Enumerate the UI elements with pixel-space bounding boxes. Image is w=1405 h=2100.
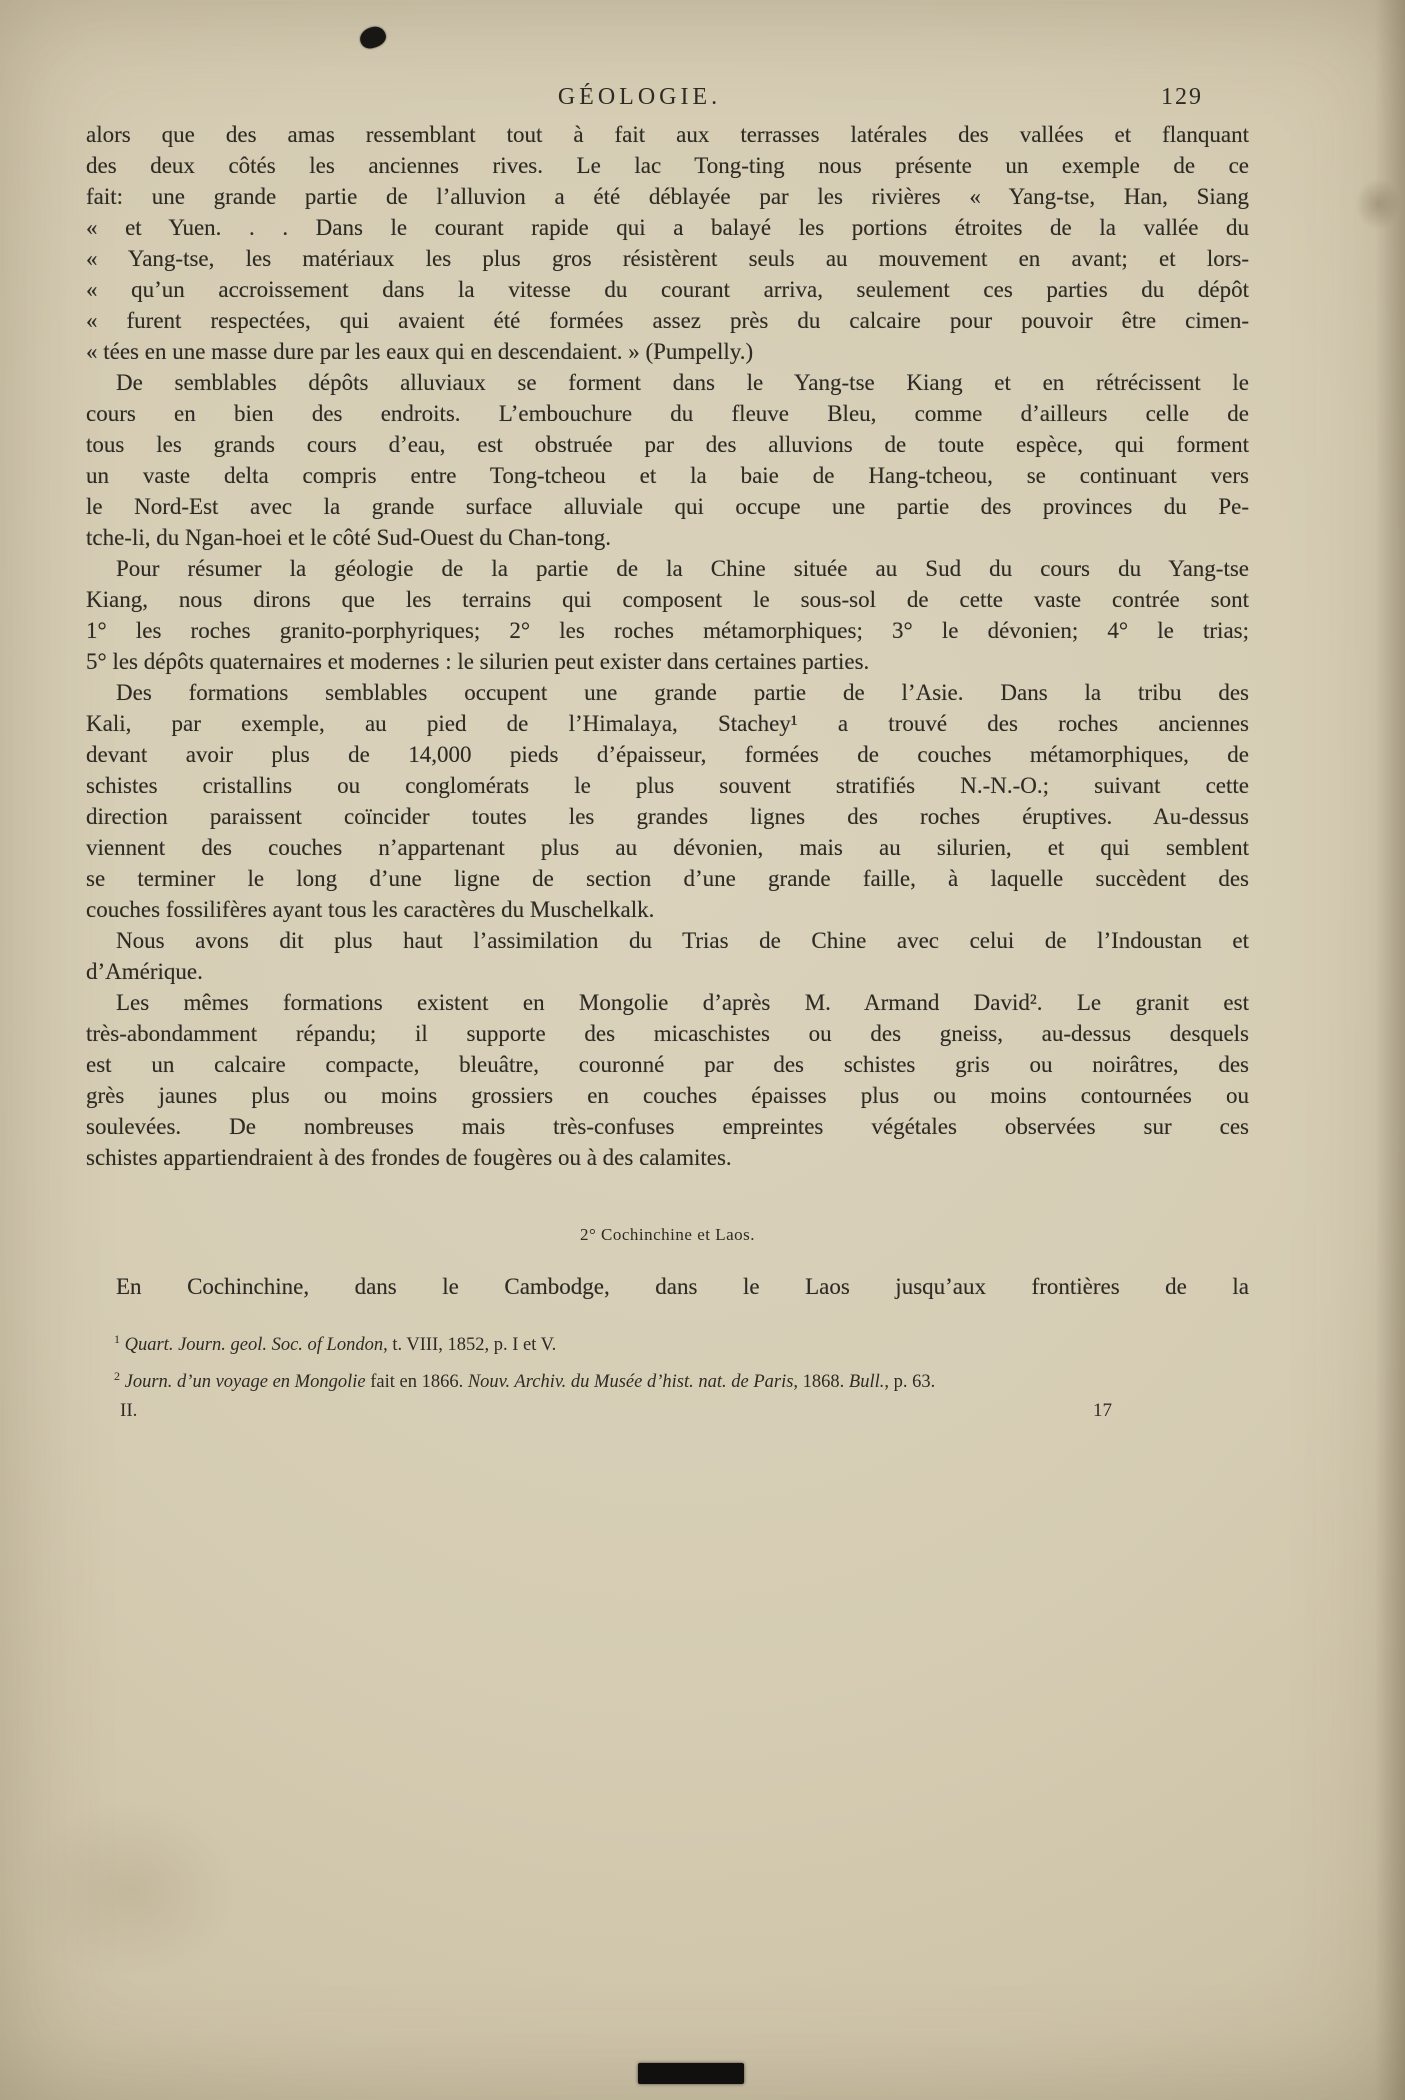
body-text — [86, 119, 1249, 1173]
page-header — [86, 84, 1249, 118]
page-number: 129 — [1161, 84, 1203, 110]
paragraph — [86, 553, 1249, 677]
section-text — [86, 1271, 1249, 1302]
paper-stain — [20, 1800, 240, 1980]
text-line: très-abondamment répandu; il supporte des micaschistes ou des gneiss, au-dessus desquels — [86, 1021, 1249, 1046]
page-footer — [86, 1400, 1249, 1426]
text-line: tche-li, du Ngan-hoei et le côté Sud-Ouest du Chan-tong. — [86, 525, 612, 550]
text-line: « furent respectées, qui avaient été formées assez près du calcaire pour pouvoir être cimen- — [86, 308, 1249, 333]
text-line: cours en bien des endroits. L’embouchure du fleuve Bleu, comme d’ailleurs celle de — [86, 401, 1249, 426]
text-line: se terminer le long d’une ligne de section d’une grande faille, à laquelle succèdent des — [86, 866, 1249, 891]
text-line: schistes appartiendraient à des frondes de fougères ou à des calamites. — [86, 1145, 732, 1170]
paragraph — [86, 367, 1249, 553]
footer-signature: II. — [120, 1400, 138, 1422]
paragraph — [86, 1271, 1249, 1302]
text-line: le Nord-Est avec la grande surface alluviale qui occupe une partie des provinces du Pe- — [86, 494, 1249, 519]
footnote-text: fait en 1866. — [365, 1372, 468, 1393]
footnote-text: Quart. Journ. geol. Soc. of London — [124, 1335, 384, 1356]
footnote-marker: 1 — [114, 1332, 120, 1346]
text-line: En Cochinchine, dans le Cambodge, dans le Laos jusqu’aux frontières de la — [116, 1274, 1249, 1299]
text-line: Les mêmes formations existent en Mongolie d’après M. Armand David². Le granit est — [116, 990, 1249, 1015]
text-line: « et Yuen. . . Dans le courant rapide qui a balayé les portions étroites de la vallée du — [86, 215, 1249, 240]
paragraph — [86, 677, 1249, 925]
text-block — [86, 84, 1249, 1426]
footnote-text: Journ. d’un voyage en Mongolie — [124, 1372, 366, 1393]
footnotes — [86, 1324, 1249, 1398]
text-line: des deux côtés les anciennes rives. Le lac Tong-ting nous présente un exemple de ce — [86, 153, 1249, 178]
text-line: un vaste delta compris entre Tong-tcheou et la baie de Hang-tcheou, se continuant vers — [86, 463, 1249, 488]
footnote-text: Nouv. Archiv. du Musée d’hist. nat. de Paris — [467, 1372, 794, 1393]
text-line: « qu’un accroissement dans la vitesse du courant arriva, seulement ces parties du dépôt — [86, 277, 1249, 302]
text-line: viennent des couches n’appartenant plus au dévonien, mais au silurien, et qui semblent — [86, 835, 1249, 860]
text-line: schistes cristallins ou conglomérats le plus souvent stratifiés N.-N.-O.; suivant cette — [86, 773, 1249, 798]
text-line: tous les grands cours d’eau, est obstruée par des alluvions de toute espèce, qui forment — [86, 432, 1249, 457]
text-line: « Yang-tse, les matériaux les plus gros résistèrent seuls au mouvement en avant; et lors- — [86, 246, 1249, 271]
footnote-text: , p. 63. — [884, 1372, 936, 1393]
text-line: direction paraissent coïncider toutes les grandes lignes des roches éruptives. Au-dessus — [86, 804, 1249, 829]
text-line: d’Amérique. — [86, 959, 203, 984]
paragraph — [86, 119, 1249, 367]
footer-page-mark: 17 — [1093, 1400, 1112, 1422]
text-line: est un calcaire compacte, bleuâtre, couronné par des schistes gris ou noirâtres, des — [86, 1052, 1249, 1077]
text-line: Des formations semblables occupent une grande partie de l’Asie. Dans la tribu des — [116, 680, 1249, 705]
footnote — [114, 1361, 1249, 1398]
text-line: Kiang, nous dirons que les terrains qui composent le sous-sol de cette vaste contrée sont — [86, 587, 1249, 612]
footnote-text: , 1868. — [793, 1372, 849, 1393]
text-line: alors que des amas ressemblant tout à fait aux terrasses latérales des vallées et flanquant — [86, 122, 1249, 147]
ink-mark-bottom — [638, 2063, 744, 2084]
text-line: Pour résumer la géologie de la partie de la Chine située au Sud du cours du Yang-tse — [116, 556, 1249, 581]
text-line: soulevées. De nombreuses mais très-confuses empreintes végétales observées sur ces — [86, 1114, 1249, 1139]
section-heading: 2° Cochinchine et Laos. — [579, 1225, 756, 1244]
text-line: Kali, par exemple, au pied de l’Himalaya, Stachey¹ a trouvé des roches anciennes — [86, 711, 1249, 736]
text-line: De semblables dépôts alluviaux se forment dans le Yang-tse Kiang et en rétrécissent le — [116, 370, 1249, 395]
text-line: Nous avons dit plus haut l’assimilation du Trias de Chine avec celui de l’Indoustan et — [116, 928, 1249, 953]
paragraph — [86, 925, 1249, 987]
text-line: couches fossilifères ayant tous les caractères du Muschelkalk. — [86, 897, 655, 922]
paragraph — [86, 987, 1249, 1173]
text-line: 5° les dépôts quaternaires et modernes : le silurien peut exister dans certaines parties. — [86, 649, 870, 674]
footnote — [114, 1324, 1249, 1361]
page-title: GÉOLOGIE. — [557, 84, 722, 110]
text-line: « tées en une masse dure par les eaux qui en descendaient. » (Pumpelly.) — [86, 339, 754, 364]
text-line: 1° les roches granito-porphyriques; 2° les roches métamorphiques; 3° le dévonien; 4° le trias; — [86, 618, 1249, 643]
text-line: grès jaunes plus ou moins grossiers en couches épaisses plus ou moins contournées ou — [86, 1083, 1249, 1108]
footnote-text: , t. VIII, 1852, p. I et V. — [383, 1335, 557, 1356]
footnote-text: Bull. — [848, 1372, 885, 1393]
ink-blot-icon — [359, 25, 388, 49]
text-line: devant avoir plus de 14,000 pieds d’épaisseur, formées de couches métamorphiques, de — [86, 742, 1249, 767]
edge-smudge — [1355, 178, 1401, 230]
footnote-marker: 2 — [114, 1369, 120, 1384]
text-line: fait: une grande partie de l’alluvion a été déblayée par les rivières « Yang-tse, Han, Siang — [86, 184, 1249, 209]
